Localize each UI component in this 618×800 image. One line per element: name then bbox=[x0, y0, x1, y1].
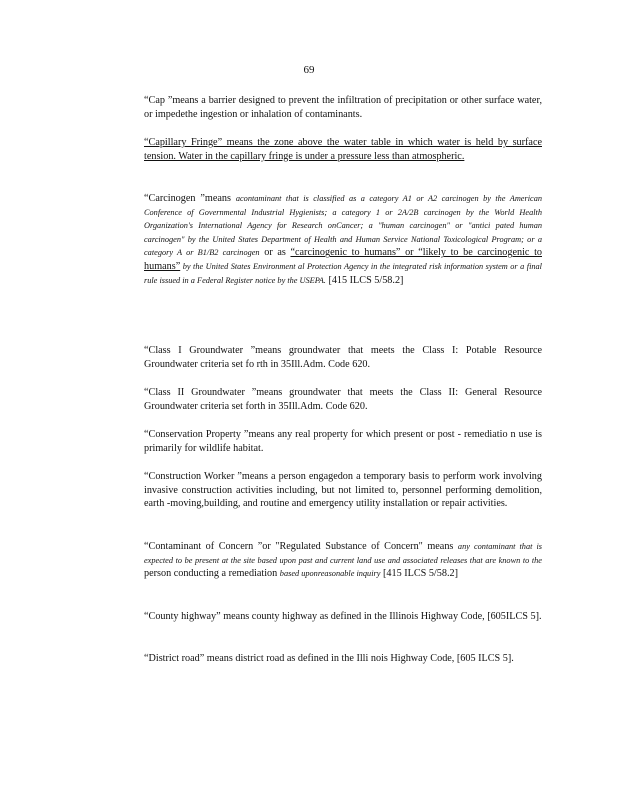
definition-cap: “Cap ”means a barrier designed to prevent the infiltration of precipitation or other surface water, or impedethe ingestion or inhalation of contaminants. bbox=[144, 95, 542, 120]
definition-class-i-groundwater: “Class I Groundwater ”means groundwater that meets the Class I: Potable Resource Groundwater criteria set fo rth in 35Ill.Adm. Code 620. bbox=[144, 345, 542, 370]
contaminant-statutory-text-2: based uponreasonable inquiry bbox=[279, 569, 381, 579]
carcinogen-statutory-text-2: by the United States Environment al Protection Agency in the integrated risk information system or a final rule issued in a Federal Register notice by the USEPA. bbox=[144, 261, 542, 285]
definition-district-road: “District road” means district road as defined in the Illi nois Highway Code, [605 ILCS 5]. bbox=[144, 653, 514, 664]
contaminant-citation: [415 ILCS 5/58.2] bbox=[380, 568, 458, 580]
page-number: 69 bbox=[303, 64, 315, 76]
definition-construction-worker: “Construction Worker ”means a person engagedon a temporary basis to perform work involving invasive construction activities including, but not limited to, personnel performing demolition, earth -moving,building, and routine and emergency utility installation or repair activities. bbox=[144, 471, 542, 510]
carcinogen-amended-text: “carcinogenic to humans” or “likely to be carcinogenic to humans” bbox=[144, 247, 542, 272]
carcinogen-citation: [415 ILCS 5/58.2] bbox=[325, 274, 404, 286]
definition-conservation-property: “Conservation Property ”means any real property for which present or post - remediatio n use is primarily for wildlife habitat. bbox=[144, 429, 542, 454]
definition-county-highway: “County highway” means county highway as defined in the Illinois Highway Code, [605ILCS 5]. bbox=[144, 611, 542, 622]
contaminant-plain-text: person conducting a remediation bbox=[144, 568, 280, 580]
carcinogen-statutory-text: acontaminant that is classified as a category A1 or A2 carcinogen by the American Conference of Governmental Industrial Hygienists; a category 1 or 2A/2B carcinogen by the World Health Organization's International Agency for Research onCancer; a "human carcinogen" or "antici pated human carcinogen" by the United States Department of Health and Human Service National Toxicological Program; or a category A or B1/B2 carcinogen bbox=[144, 194, 543, 258]
definition-class-ii-groundwater: “Class II Groundwater ”means groundwater that meets the Class II: General Resource Groundwater criteria set forth in 35Ill.Adm. Code 620. bbox=[144, 387, 542, 412]
carcinogen-term: “Carcinogen ”means bbox=[144, 193, 236, 204]
definition-contaminant-of-concern bbox=[144, 540, 542, 581]
definition-capillary-fringe: “Capillary Fringe” means the zone above the water table in which water is held by surface tension. Water in the capillary fringe is under a pressure less than atmospheric. bbox=[144, 137, 542, 162]
carcinogen-connector: or as bbox=[259, 247, 291, 259]
contaminant-term: “Contaminant of Concern ”or "Regulated Substance of Concern" means bbox=[144, 541, 458, 552]
contaminant-statutory-text: any contaminant that is expected to be present at the site based upon past and current land use and associated releases that are known to the bbox=[144, 542, 543, 565]
definition-carcinogen bbox=[144, 192, 542, 287]
